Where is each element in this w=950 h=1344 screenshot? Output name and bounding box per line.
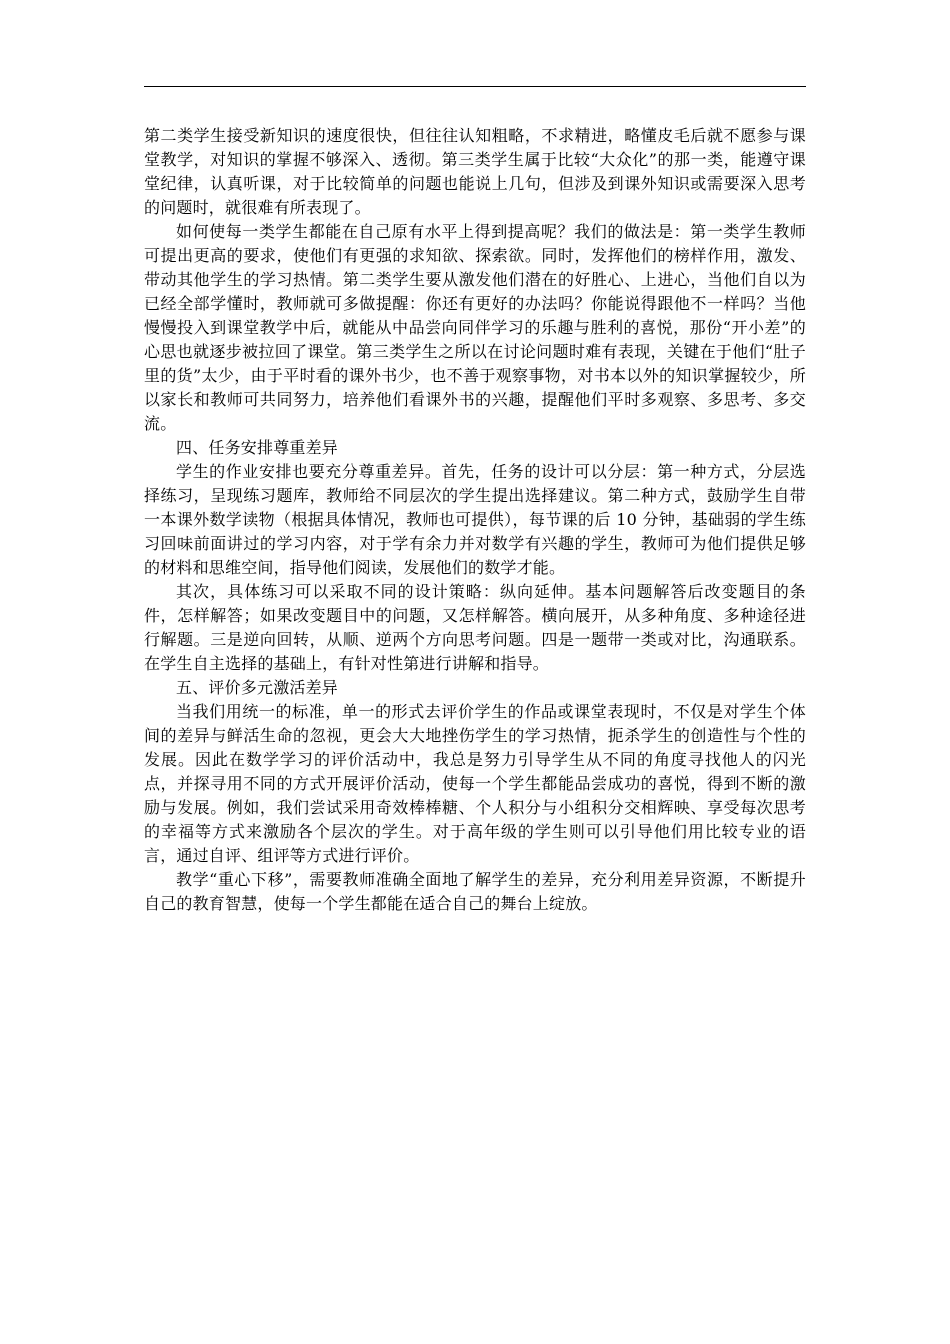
section-heading-5: 五、评价多元激活差异 <box>176 678 339 697</box>
header-rule <box>144 86 806 87</box>
paragraph-6: 教学“重心下移”，需要教师准确全面地了解学生的差异，充分利用差异资源，不断提升自己的教育智慧，使每一个学生都能在适合自己的舞台上绽放。 <box>144 870 806 913</box>
section-heading-4: 四、任务安排尊重差异 <box>176 438 339 457</box>
paragraph-3: 学生的作业安排也要充分尊重差异。首先，任务的设计可以分层：第一种方式，分层选择练习，呈现练习题库，教师给不同层次的学生提出选择建议。第二种方式，鼓励学生自带一本课外数学读物（根据具体情况，教师也可提供），每节课的后 10 分钟，基础弱的学生练习回味前面讲过的学习内容，对于学有余力并对数学有兴趣的学生，教师可为他们提供足够的材料和思维空间，指导他们阅读，发展他们的数学才能。 <box>144 462 806 577</box>
paragraph-4: 其次，具体练习可以采取不同的设计策略：纵向延伸。基本问题解答后改变题目的条件，怎样解答；如果改变题目中的问题，又怎样解答。横向展开，从多种角度、多种途径进行解题。三是逆向回转，从顺、逆两个方向思考问题。四是一题带一类或对比，沟通联系。在学生自主选择的基础上，有针对性第进行讲解和指导。 <box>144 582 806 673</box>
paragraph-5: 当我们用统一的标准，单一的形式去评价学生的作品或课堂表现时，不仅是对学生个体间的差异与鲜活生命的忽视，更会大大地挫伤学生的学习热情，扼杀学生的创造性与个性的发展。因此在数学学习的评价活动中，我总是努力引导学生从不同的角度寻找他人的闪光点，并探寻用不同的方式开展评价活动，使每一个学生都能品尝成功的喜悦，得到不断的激励与发展。例如，我们尝试采用奇效棒棒糖、个人积分与小组积分交相辉映、享受每次思考的幸福等方式来激励各个层次的学生。对于高年级的学生则可以引导他们用比较专业的语言，通过自评、组评等方式进行评价。 <box>144 702 806 865</box>
paragraph-2: 如何使每一类学生都能在自己原有水平上得到提高呢？我们的做法是：第一类学生教师可提出更高的要求，使他们有更强的求知欲、探索欲。同时，发挥他们的榜样作用，激发、带动其他学生的学习热情。第二类学生要从激发他们潜在的好胜心、上进心，当他们自以为已经全部学懂时，教师就可多做提醒：你还有更好的办法吗？你能说得跟他不一样吗？当他慢慢投入到课堂教学中后，就能从中品尝向同伴学习的乐趣与胜利的喜悦，那份“开小差”的心思也就逐步被拉回了课堂。第三类学生之所以在讨论问题时难有表现，关键在于他们“肚子里的货”太少，由于平时看的课外书少，也不善于观察事物，对书本以外的知识掌握较少，所以家长和教师可共同努力，培养他们看课外书的兴趣，提醒他们平时多观察、多思考、多交流。 <box>144 222 806 433</box>
document-body <box>144 124 806 916</box>
paragraph-1: 第二类学生接受新知识的速度很快，但往往认知粗略，不求精进，略懂皮毛后就不愿参与课堂教学，对知识的掌握不够深入、透彻。第三类学生属于比较“大众化”的那一类，能遵守课堂纪律，认真听课，对于比较简单的问题也能说上几句，但涉及到课外知识或需要深入思考的问题时，就很难有所表现了。 <box>144 126 806 217</box>
